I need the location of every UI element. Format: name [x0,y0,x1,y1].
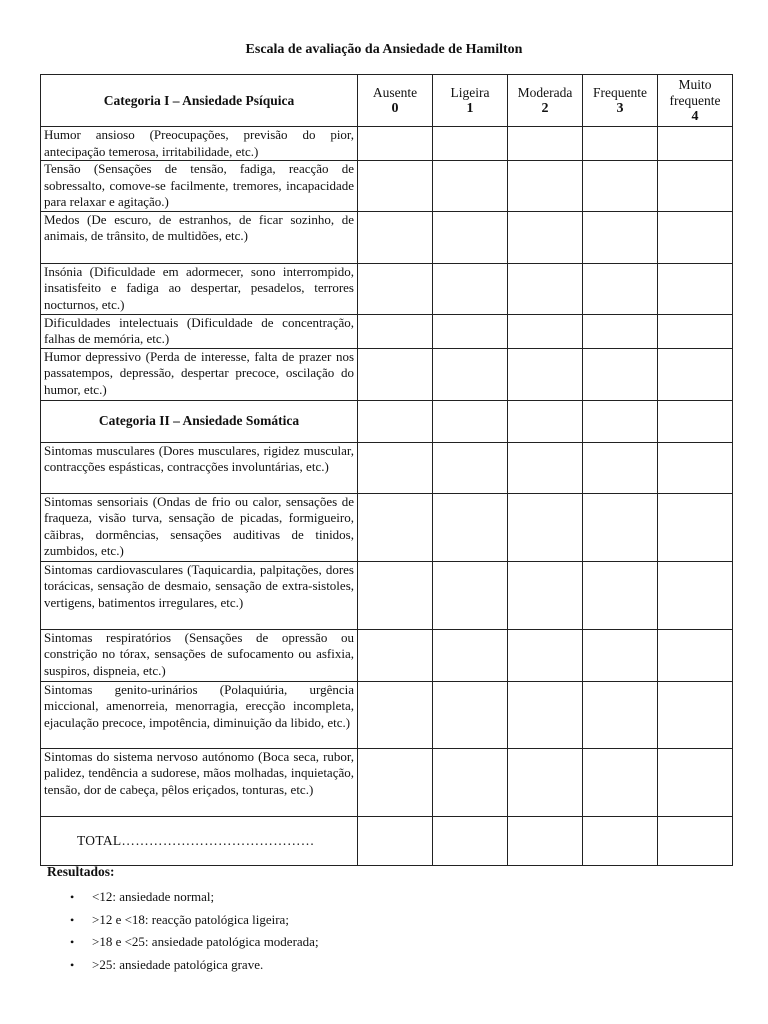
item-row [41,263,733,314]
score-cell[interactable] [358,161,433,212]
total-cell[interactable] [508,816,583,865]
score-cell[interactable] [658,263,733,314]
score-cell[interactable] [508,211,583,263]
score-cell[interactable] [658,681,733,748]
item-text: Sintomas cardiovasculares (Taquicardia, palpitações, dores torácicas, sensação de desmaio, sensação de extra-sistoles, vertigens, batimentos irregulares, etc.) [41,561,358,629]
score-cell[interactable] [583,314,658,348]
score-cell[interactable] [508,493,583,561]
score-cell[interactable] [433,561,508,629]
score-label: Ligeira [450,84,490,100]
result-text: <12: ansiedade normal; [92,889,215,904]
score-cell [433,400,508,442]
score-cell[interactable] [583,348,658,400]
score-cell[interactable] [358,681,433,748]
score-cell[interactable] [433,348,508,400]
item-text: Sintomas do sistema nervoso autónomo (Boca seca, rubor, palidez, tendência a sudorese, mãos molhadas, inquietação, tensão, dor de cabeça, pêlos eriçados, tonturas, etc.) [41,748,358,816]
item-text: Sintomas genito-urinários (Polaquiúria, urgência miccional, amenorreia, menorragia, erecção incompleta, ejaculação precoce, impotência, diminuição da libido, etc.) [41,681,358,748]
list-item [70,909,319,932]
item-text: Medos (De escuro, de estranhos, de ficar sozinho, de animais, de trânsito, de multidões, etc.) [41,211,358,263]
score-cell[interactable] [358,629,433,681]
score-cell[interactable] [583,161,658,212]
item-row [41,314,733,348]
results-heading: Resultados: [47,864,115,879]
score-cell[interactable] [583,211,658,263]
total-row [41,816,733,865]
score-cell[interactable] [658,748,733,816]
score-cell[interactable] [508,263,583,314]
score-cell[interactable] [583,681,658,748]
results-list [70,886,319,976]
total-cell[interactable] [583,816,658,865]
score-cell[interactable] [658,127,733,161]
score-cell [358,400,433,442]
category-1-heading: Categoria I – Ansiedade Psíquica [41,75,358,127]
score-col-2 [508,75,583,127]
score-cell[interactable] [433,127,508,161]
score-label: Muito frequente [669,76,721,108]
score-cell[interactable] [358,263,433,314]
score-cell[interactable] [508,681,583,748]
bullet-icon: • [70,957,75,972]
score-cell[interactable] [433,314,508,348]
score-cell[interactable] [433,442,508,493]
score-cell[interactable] [358,442,433,493]
score-cell[interactable] [583,561,658,629]
score-cell[interactable] [508,127,583,161]
score-value: 4 [691,108,699,124]
score-cell[interactable] [508,748,583,816]
score-cell [583,400,658,442]
score-cell[interactable] [658,561,733,629]
score-cell[interactable] [508,348,583,400]
total-cell[interactable] [358,816,433,865]
list-item [70,931,319,954]
score-col-0 [358,75,433,127]
header-row [41,75,733,127]
score-cell[interactable] [433,211,508,263]
category-2-heading: Categoria II – Ansiedade Somática [41,400,358,442]
score-cell[interactable] [433,748,508,816]
item-row [41,161,733,212]
score-cell[interactable] [433,161,508,212]
score-cell [658,400,733,442]
score-cell[interactable] [658,493,733,561]
score-col-3 [583,75,658,127]
score-cell[interactable] [358,561,433,629]
item-row [41,629,733,681]
total-label: TOTAL…………………………………… [41,816,358,865]
score-cell[interactable] [583,493,658,561]
score-col-1 [433,75,508,127]
score-cell[interactable] [658,442,733,493]
score-cell[interactable] [508,161,583,212]
score-label: Moderada [517,84,573,100]
score-cell[interactable] [358,211,433,263]
item-text: Humor depressivo (Perda de interesse, falta de prazer nos passatempos, depressão, despertar precoce, oscilação do humor, etc.) [41,348,358,400]
score-cell[interactable] [508,561,583,629]
score-cell[interactable] [508,629,583,681]
score-cell[interactable] [658,211,733,263]
score-cell[interactable] [508,314,583,348]
list-item [70,954,319,977]
score-cell[interactable] [583,263,658,314]
list-item [70,886,319,909]
score-cell[interactable] [583,127,658,161]
score-cell[interactable] [433,629,508,681]
bullet-icon: • [70,912,75,927]
score-cell[interactable] [583,442,658,493]
item-row [41,211,733,263]
score-cell[interactable] [358,348,433,400]
item-row [41,681,733,748]
item-row [41,493,733,561]
score-label: Ausente [372,84,418,100]
bullet-icon: • [70,890,75,904]
score-cell[interactable] [433,681,508,748]
score-cell[interactable] [433,493,508,561]
total-cell[interactable] [433,816,508,865]
score-cell[interactable] [508,442,583,493]
item-text: Sintomas musculares (Dores musculares, rigidez muscular, contracções espásticas, contracções involuntárias, etc.) [41,442,358,493]
item-text: Sintomas sensoriais (Ondas de frio ou calor, sensações de fraqueza, visão turva, sensação de picadas, formigueiro, cãibras, dormências, sensações auditivas de tinidos, zumbidos, etc.) [41,493,358,561]
item-text: Tensão (Sensações de tensão, fadiga, reacção de sobressalto, comove-se facilmente, tremores, incapacidade para relaxar e agitação.) [41,161,358,212]
score-col-4 [658,75,733,127]
result-text: >18 e <25: ansiedade patológica moderada; [92,934,319,949]
document-title: Escala de avaliação da Ansiedade de Hamilton [245,42,523,57]
score-cell[interactable] [658,629,733,681]
item-row [41,442,733,493]
item-row [41,127,733,161]
item-text: Dificuldades intelectuais (Dificuldade de concentração, falhas de memória, etc.) [41,314,358,348]
score-cell [508,400,583,442]
score-cell[interactable] [358,493,433,561]
bullet-icon: • [70,935,75,949]
score-cell[interactable] [358,127,433,161]
score-cell[interactable] [658,161,733,212]
score-value: 1 [466,100,474,116]
score-cell[interactable] [433,263,508,314]
score-cell[interactable] [583,629,658,681]
item-text: Insónia (Dificuldade em adormecer, sono interrompido, insatisfeito e fadiga ao despertar, pesadelos, terrores nocturnos, etc.) [41,263,358,314]
result-text: >12 e <18: reacção patológica ligeira; [92,911,289,927]
score-value: 2 [541,100,549,116]
item-text: Sintomas respiratórios (Sensações de opressão ou constrição no tórax, sensações de sufocamento ou asfixia, suspiros, dispneia, etc.) [41,629,358,681]
score-cell[interactable] [583,748,658,816]
score-cell[interactable] [658,314,733,348]
score-cell[interactable] [358,314,433,348]
score-cell[interactable] [358,748,433,816]
item-row [41,748,733,816]
score-cell[interactable] [658,348,733,400]
item-row [41,561,733,629]
total-cell[interactable] [658,816,733,865]
result-text: >25: ansiedade patológica grave. [92,956,264,972]
item-row [41,348,733,400]
score-value: 3 [616,100,624,116]
category-2-row [41,400,733,442]
hamilton-scale-table [40,74,733,866]
item-text: Humor ansioso (Preocupações, previsão do pior, antecipação temerosa, irritabilidade, etc.) [41,127,358,161]
score-value: 0 [391,100,399,116]
score-label: Frequente [593,84,647,100]
